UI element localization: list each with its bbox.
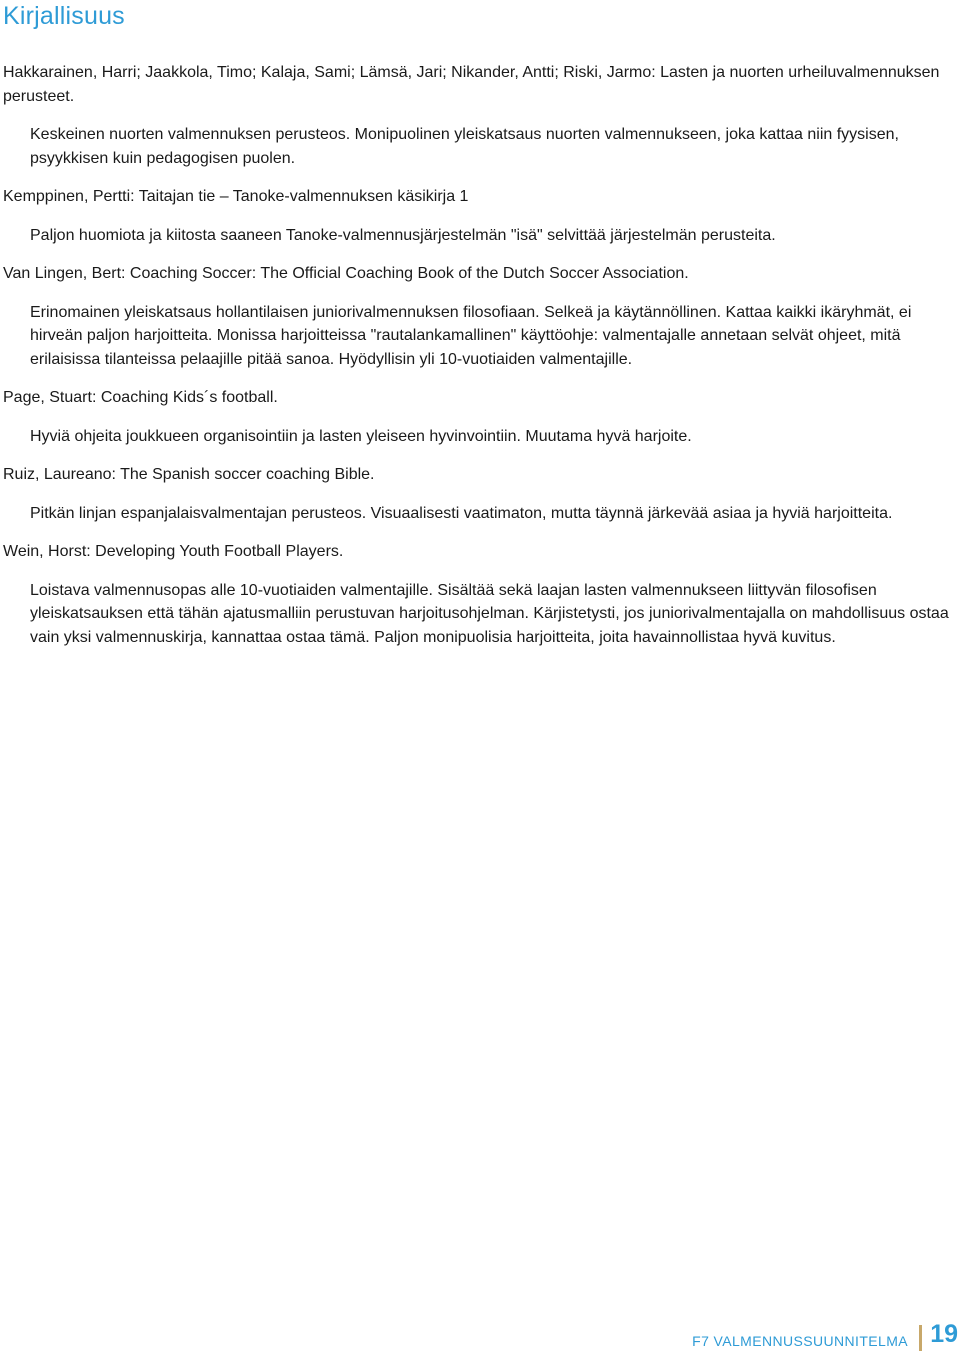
bibliography-entry	[3, 386, 951, 448]
entry-description: Keskeinen nuorten valmennuksen perusteos. Monipuolinen yleiskatsaus nuorten valmennukseen, joka kattaa niin fyysisen, psyykkisen kuin pedagogisen puolen.	[30, 126, 899, 167]
page-number: 19	[930, 1320, 958, 1348]
bibliography-entry	[3, 262, 951, 371]
entry-reference: Hakkarainen, Harri; Jaakkola, Timo; Kalaja, Sami; Lämsä, Jari; Nikander, Antti; Riski, Jarmo: Lasten ja nuorten urheiluvalmennuksen perusteet.	[3, 64, 940, 105]
bibliography-entry	[3, 185, 951, 247]
bibliography-entry	[3, 540, 951, 649]
entry-description: Paljon huomiota ja kiitosta saaneen Tanoke-valmennusjärjestelmän "isä" selvittää järjestelmän perusteita.	[30, 226, 776, 244]
footer-document-title: F7 VALMENNUSSUUNNITELMA	[692, 1333, 908, 1349]
entry-description: Loistava valmennusopas alle 10-vuotiaiden valmentajille. Sisältää sekä laajan lasten valmennukseen liittyvän filosofisen yleiskatsauksen että tähän ajatusmalliin perustuvan harjoitusohjelman. Kärjistetysti, jos juniorivalmentajalla on mahdollisuus ostaa vain yksi valmennuskirja, kannattaa ostaa tämä. Paljon monipuolisia harjoitteita, joita havainnollistaa hyvä kuvitus.	[30, 581, 949, 646]
bibliography-list	[3, 61, 951, 649]
footer-divider	[919, 1325, 922, 1351]
entry-reference: Page, Stuart: Coaching Kids´s football.	[3, 389, 278, 406]
bibliography-entry	[3, 61, 951, 170]
page-footer	[692, 1317, 960, 1357]
entry-reference: Wein, Horst: Developing Youth Football Players.	[3, 543, 344, 560]
bibliography-entry	[3, 463, 951, 525]
entry-description: Erinomainen yleiskatsaus hollantilaisen juniorivalmennuksen filosofiaan. Selkeä ja käytännöllinen. Kattaa kaikki ikäryhmät, ei hirveän paljon harjoitteita. Monissa harjoitteissa "rautalankamallinen" käyttöohje: valmentajalle annetaan selvät ohjeet, mitä erilaisissa tilanteissa pelaajille pitää sanoa. Hyödyllisin yli 10-vuotiaiden valmentajille.	[30, 303, 912, 368]
entry-reference: Kemppinen, Pertti: Taitajan tie – Tanoke-valmennuksen käsikirja 1	[3, 188, 469, 205]
page-title: Kirjallisuus	[3, 2, 125, 30]
entry-reference: Van Lingen, Bert: Coaching Soccer: The Official Coaching Book of the Dutch Soccer Association.	[3, 265, 689, 282]
entry-reference: Ruiz, Laureano: The Spanish soccer coaching Bible.	[3, 466, 375, 483]
entry-description: Hyviä ohjeita joukkueen organisointiin ja lasten yleiseen hyvinvointiin. Muutama hyvä harjoite.	[30, 427, 692, 445]
entry-description: Pitkän linjan espanjalaisvalmentajan perusteos. Visuaalisesti vaatimaton, mutta täynnä järkevää asiaa ja hyviä harjoitteita.	[30, 504, 893, 522]
